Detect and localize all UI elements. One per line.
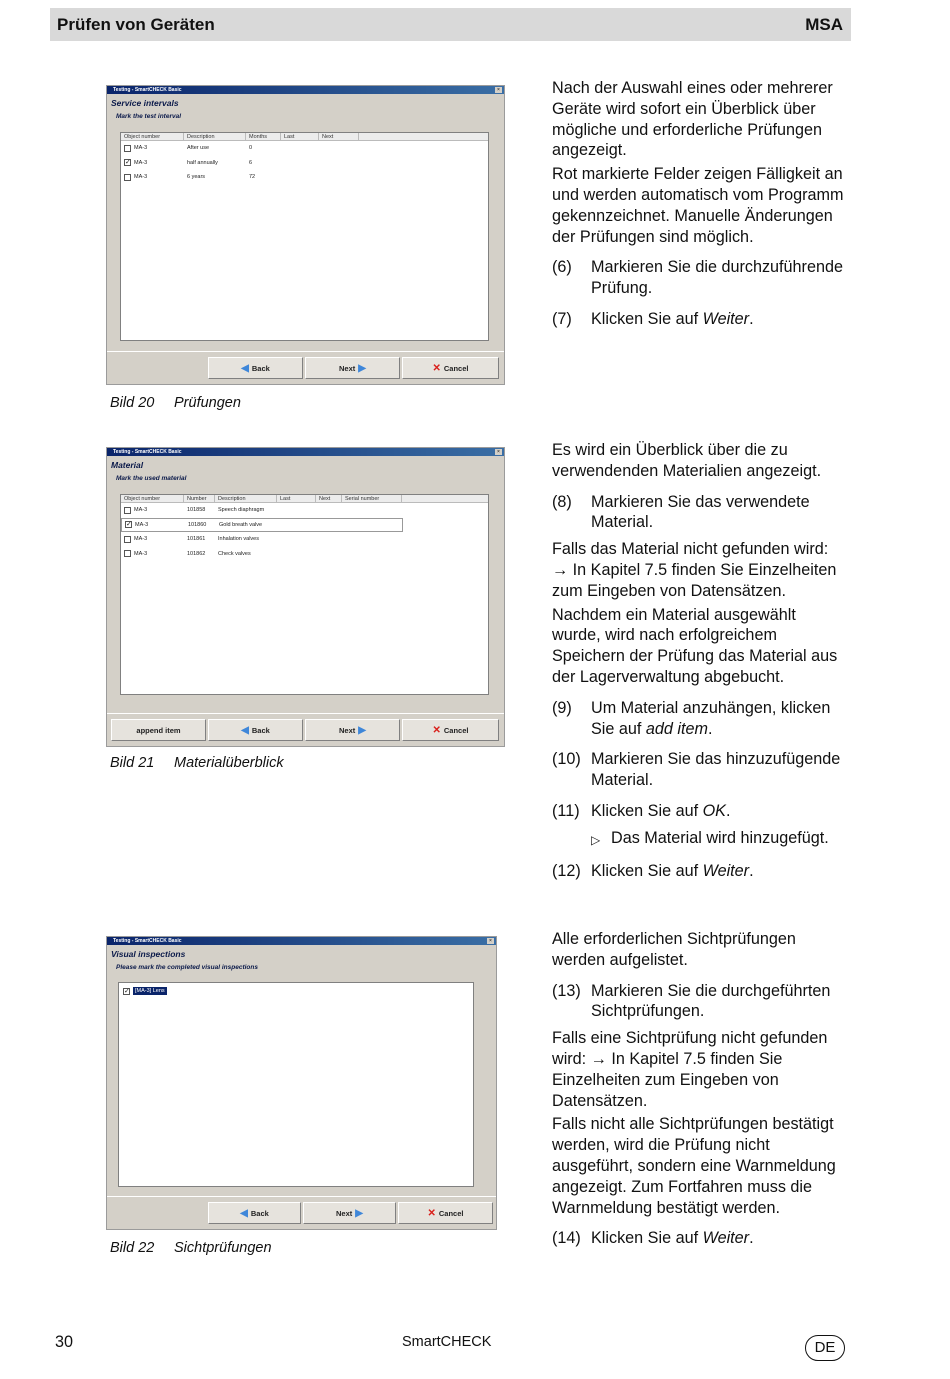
x-icon: ✕ (432, 724, 441, 736)
button-bar (107, 713, 504, 746)
window-heading: Service intervals (111, 98, 179, 108)
table-row[interactable]: MA-3 101862 Check valves (121, 547, 488, 562)
screenshot-service-intervals (106, 85, 505, 385)
checkbox[interactable] (124, 507, 131, 514)
col-last[interactable]: Last (281, 133, 319, 140)
cancel-button[interactable]: ✕ Cancel (402, 719, 499, 741)
inspection-list[interactable] (118, 982, 474, 1187)
window-titlebar (107, 448, 504, 456)
step-13: (13) Markieren Sie die durchgeführten Sichtprüfungen. (552, 981, 831, 1021)
col-description[interactable]: Description (215, 495, 277, 502)
table-row-selected[interactable]: ✓ MA-3 101860 Gold breath valve (121, 518, 403, 533)
window-heading: Visual inspections (111, 949, 186, 959)
window-titlebar (107, 937, 496, 945)
checkbox-checked[interactable]: ✓ (126, 521, 132, 529)
col-months[interactable]: Months (246, 133, 281, 140)
paragraph: Nach der Auswahl eines oder mehrerer Geräte wird sofort ein Überblick über mögliche und erforderliche Prüfungen angezeigt. (552, 79, 833, 160)
checkbox[interactable] (124, 145, 131, 152)
language-badge: DE (805, 1335, 845, 1361)
step-6: (6) Markieren Sie die durchzuführende Prüfung. (552, 258, 843, 298)
section2-text (552, 440, 844, 881)
figure-caption: Bild 21 Materialüberblick (110, 755, 284, 771)
window-title: Testing - SmartCHECK Basic (113, 938, 182, 944)
table-row[interactable]: MA-3 After use 0 (121, 141, 488, 156)
table-row[interactable]: MA-3 101858 Speech diaphragm (121, 503, 488, 518)
step-14: (14) Klicken Sie auf Weiter. (552, 1229, 754, 1248)
screenshot-material (106, 447, 505, 747)
checkbox-checked[interactable]: ✓ (125, 159, 131, 167)
col-object-number[interactable]: Object number (121, 133, 184, 140)
button-bar (107, 1196, 496, 1229)
window-title: Testing - SmartCHECK Basic (113, 449, 182, 455)
table-row[interactable]: MA-3 101861 Inhalation valves (121, 532, 488, 547)
window-subheading: Please mark the completed visual inspections (116, 964, 258, 971)
checkbox[interactable] (124, 550, 131, 557)
product-name: SmartCHECK (402, 1334, 492, 1350)
col-last[interactable]: Last (277, 495, 316, 502)
paragraph: Nachdem ein Material ausgewählt wurde, wird nach erfolgreichem Speichern der Prüfung das Material aus der Lagerverwaltung abgebucht. (552, 605, 838, 686)
x-icon: ✕ (432, 362, 441, 374)
left-arrow-icon: ◀ (241, 724, 249, 736)
paragraph: Alle erforderlichen Sichtprüfungen werden aufgelistet. (552, 930, 796, 969)
header-title: Prüfen von Geräten (57, 14, 215, 34)
append-item-button[interactable]: append item (111, 719, 206, 741)
back-button[interactable]: ◀ Back (208, 719, 303, 741)
paragraph: Rot markierte Felder zeigen Fälligkeit an und werden automatisch vom Programm gekennzeichnet. Manuelle Änderungen der Prüfungen sind möglich. (552, 165, 844, 246)
next-button[interactable]: Next ▶ (303, 1202, 396, 1224)
interval-list[interactable] (120, 132, 489, 341)
next-button[interactable]: Next ▶ (305, 719, 400, 741)
header-brand: MSA (805, 14, 843, 34)
figure-caption: Bild 22 Sichtprüfungen (110, 1240, 272, 1256)
close-icon[interactable]: × (495, 449, 502, 455)
figure-caption: Bild 20 Prüfungen (110, 395, 241, 411)
checkbox[interactable] (124, 536, 131, 543)
list-header (121, 133, 488, 141)
paragraph: Falls das Material nicht gefunden wird: → In Kapitel 7.5 finden Sie Einzelheiten zum Eingeben von Datensätzen. (552, 540, 837, 600)
col-next[interactable]: Next (316, 495, 342, 502)
right-arrow-icon: ▶ (355, 1207, 363, 1219)
window-titlebar (107, 86, 504, 94)
left-arrow-icon: ◀ (241, 362, 249, 374)
col-description[interactable]: Description (184, 133, 246, 140)
cancel-button[interactable]: ✕ Cancel (398, 1202, 493, 1224)
step-8: (8) Markieren Sie das verwendete Material. (552, 492, 810, 532)
back-button[interactable]: ◀ Back (208, 357, 303, 379)
window-subheading: Mark the test interval (116, 113, 182, 120)
list-item[interactable]: ✓ [MA-3] Lens (124, 987, 165, 995)
checkbox[interactable] (124, 174, 131, 181)
step-12: (12) Klicken Sie auf Weiter. (552, 861, 754, 880)
step-10: (10) Markieren Sie das hinzuzufügende Material. (552, 750, 841, 790)
back-button[interactable]: ◀ Back (208, 1202, 301, 1224)
table-row[interactable]: MA-3 6 years 72 (121, 170, 488, 185)
paragraph: Es wird ein Überblick über die zu verwendenden Materialien angezeigt. (552, 441, 822, 480)
window-heading: Material (111, 460, 144, 470)
screenshot-visual-inspections (106, 936, 497, 1230)
paragraph: Falls eine Sichtprüfung nicht gefunden wird: → In Kapitel 7.5 finden Sie Einzelheiten zum Eingeben von Datensätzen. (552, 1029, 828, 1110)
paragraph: Falls nicht alle Sichtprüfungen bestätigt werden, wird die Prüfung nicht ausgeführt, sondern eine Warnmeldung angezeigt. Zum Fortfahren muss die Warnmeldung bestätigt werden. (552, 1115, 836, 1217)
section3-text (552, 929, 844, 1249)
col-number[interactable]: Number (184, 495, 215, 502)
x-icon: ✕ (427, 1207, 436, 1219)
close-icon[interactable]: × (487, 938, 494, 944)
list-header (121, 495, 488, 503)
section1-text (552, 78, 844, 330)
step-11: (11) Klicken Sie auf OK. (552, 801, 731, 820)
right-arrow-icon: ▶ (358, 724, 366, 736)
left-arrow-icon: ◀ (240, 1207, 248, 1219)
right-arrow-icon: ▶ (358, 362, 366, 374)
page-header (50, 8, 851, 41)
button-bar (107, 351, 504, 384)
cancel-button[interactable]: ✕ Cancel (402, 357, 499, 379)
window-title: Testing - SmartCHECK Basic (113, 87, 182, 93)
close-icon[interactable]: × (495, 87, 502, 93)
col-object-number[interactable]: Object number (121, 495, 184, 502)
material-list[interactable] (120, 494, 489, 695)
col-next[interactable]: Next (319, 133, 359, 140)
step-9: (9) Um Material anzuhängen, klicken Sie auf add item. (552, 698, 831, 738)
next-button[interactable]: Next ▶ (305, 357, 400, 379)
step-7: (7) Klicken Sie auf Weiter. (552, 309, 754, 328)
page-number: 30 (55, 1333, 74, 1351)
result-triangle-icon: ▷ (591, 832, 601, 847)
step-11-result: ▷ Das Material wird hinzugefügt. (552, 828, 844, 851)
col-serial-number[interactable]: Serial number (342, 495, 402, 502)
checkbox-checked[interactable]: ✓ (124, 987, 130, 995)
window-subheading: Mark the used material (116, 475, 187, 482)
table-row[interactable]: ✓ MA-3 half annually 6 (125, 159, 253, 167)
